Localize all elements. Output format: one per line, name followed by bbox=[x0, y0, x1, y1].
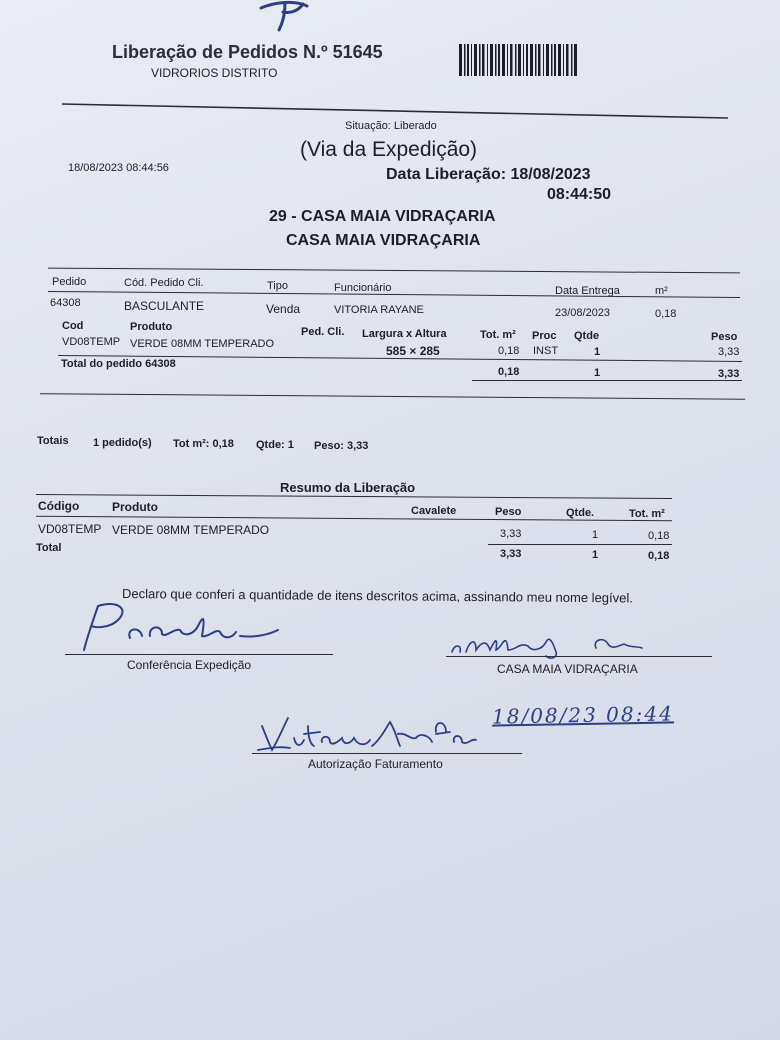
data-liberacao: Data Liberação: 18/08/2023 bbox=[386, 166, 591, 183]
timestamp: 18/08/2023 08:44:56 bbox=[68, 162, 169, 174]
resumo-total-tot-m2: 0,18 bbox=[648, 550, 670, 562]
resumo-title: Resumo da Liberação bbox=[280, 480, 416, 495]
item-header-tot-m2: Tot. m² bbox=[480, 329, 516, 341]
header-m2: m² bbox=[655, 285, 668, 297]
header-pedido: Pedido bbox=[52, 276, 87, 288]
row-m2: 0,18 bbox=[655, 308, 677, 320]
item-header-dimensoes: Largura x Altura bbox=[362, 328, 447, 340]
item-header-produto: Produto bbox=[130, 321, 173, 333]
item-header-qtde: Qtde bbox=[574, 330, 600, 342]
signature-line-autorizacao bbox=[252, 753, 522, 754]
resumo-total-peso: 3,33 bbox=[500, 548, 522, 560]
header-tipo: Tipo bbox=[267, 280, 288, 292]
resumo-row-produto: VERDE 08MM TEMPERADO bbox=[112, 523, 270, 537]
situacao-label: Situação: Liberado bbox=[345, 120, 437, 132]
cliente-codigo-nome: 29 - CASA MAIA VIDRAÇARIA bbox=[269, 208, 496, 225]
item-tot-m2: 0,18 bbox=[498, 345, 520, 357]
totais-tot-m2: Tot m²: 0,18 bbox=[173, 438, 234, 450]
signature-line-cliente bbox=[446, 656, 712, 657]
row-data-entrega: 23/08/2023 bbox=[555, 307, 611, 319]
document-title: Liberação de Pedidos N.º 51645 bbox=[112, 42, 383, 62]
resumo-header-codigo: Código bbox=[38, 499, 80, 513]
resumo-header-peso: Peso bbox=[495, 506, 522, 518]
item-dimensoes: 585 × 285 bbox=[386, 344, 440, 358]
resumo-row-peso: 3,33 bbox=[500, 528, 522, 540]
total-pedido-qtde: 1 bbox=[594, 367, 601, 379]
resumo-header-produto: Produto bbox=[112, 500, 158, 514]
item-header-ped-cli: Ped. Cli. bbox=[301, 326, 345, 338]
handwritten-mark bbox=[255, 0, 315, 32]
row-cod-pedido-cli: BASCULANTE bbox=[124, 299, 205, 313]
totais-label: Totais bbox=[37, 435, 69, 447]
header-rule bbox=[60, 100, 732, 122]
table-top-rule bbox=[48, 268, 740, 274]
autorizacao-label: Autorização Faturamento bbox=[308, 757, 443, 771]
item-qtde: 1 bbox=[594, 346, 601, 358]
signature-line-conferencia bbox=[65, 654, 333, 655]
total-pedido-peso: 3,33 bbox=[718, 368, 740, 380]
item-proc: INST bbox=[533, 345, 559, 357]
resumo-total-qtde: 1 bbox=[592, 549, 599, 561]
header-cod-pedido-cli: Cód. Pedido Cli. bbox=[124, 277, 204, 289]
declaration-text: Declaro que conferi a quantidade de itens descritos acima, assinando meu nome legível. bbox=[121, 586, 633, 606]
item-header-proc: Proc bbox=[532, 330, 557, 342]
table-bottom-rule bbox=[40, 393, 745, 400]
cliente-nome: CASA MAIA VIDRAÇARIA bbox=[286, 232, 481, 249]
resumo-row-codigo: VD08TEMP bbox=[38, 522, 102, 536]
resumo-row-tot-m2: 0,18 bbox=[648, 530, 670, 542]
barcode bbox=[459, 44, 579, 76]
item-produto: VERDE 08MM TEMPERADO bbox=[130, 338, 275, 350]
conferencia-label: Conferência Expedição bbox=[127, 658, 252, 672]
handwritten-date: 18/08/23 08:44 bbox=[491, 701, 675, 729]
resumo-total-rule bbox=[488, 544, 672, 545]
signature-autorizacao bbox=[250, 712, 490, 758]
cliente-label: CASA MAIA VIDRAÇARIA bbox=[497, 662, 638, 676]
totais-qtde: Qtde: 1 bbox=[256, 439, 294, 451]
total-pedido-label: Total do pedido 64308 bbox=[61, 358, 176, 370]
resumo-row-qtde: 1 bbox=[592, 529, 599, 541]
row-pedido: 64308 bbox=[50, 297, 81, 309]
row-tipo: Venda bbox=[266, 302, 301, 316]
totais-peso: Peso: 3,33 bbox=[314, 440, 369, 452]
hora-liberacao: 08:44:50 bbox=[547, 186, 612, 203]
item-header-peso: Peso bbox=[711, 331, 738, 343]
total-pedido-tot-m2: 0,18 bbox=[498, 366, 520, 378]
total-pedido-rule bbox=[472, 380, 742, 381]
item-peso: 3,33 bbox=[718, 346, 740, 358]
item-cod: VD08TEMP bbox=[62, 336, 121, 348]
company-name: VIDRORIOS DISTRITO bbox=[151, 66, 278, 80]
header-funcionario: Funcionário bbox=[334, 282, 392, 294]
header-data-entrega: Data Entrega bbox=[555, 285, 620, 297]
totais-pedidos: 1 pedido(s) bbox=[93, 437, 152, 449]
resumo-header-cavalete: Cavalete bbox=[411, 505, 457, 517]
row-funcionario: VITORIA RAYANE bbox=[334, 304, 424, 316]
resumo-header-tot-m2: Tot. m² bbox=[629, 508, 665, 520]
table-header-rule bbox=[48, 291, 740, 298]
resumo-header-qtde: Qtde. bbox=[566, 507, 595, 519]
signature-conferencia bbox=[70, 598, 290, 656]
item-header-cod: Cod bbox=[62, 320, 84, 332]
via-label: (Via da Expedição) bbox=[300, 138, 478, 161]
resumo-total-label: Total bbox=[36, 542, 62, 554]
